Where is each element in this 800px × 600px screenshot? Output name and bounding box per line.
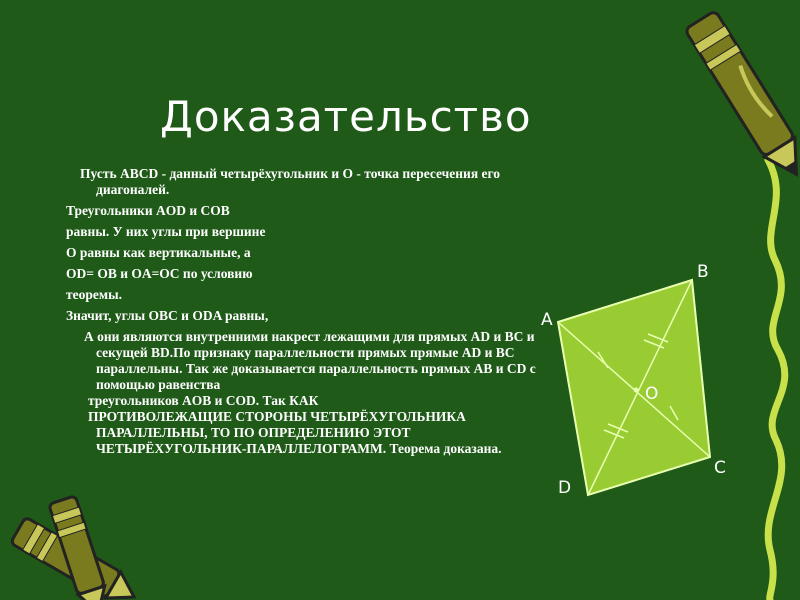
intersection-point [634,388,639,393]
proof-paragraph: ПРОТИВОЛЕЖАЩИЕ СТОРОНЫ ЧЕТЫРЁХУГОЛЬНИКА ПАРАЛЛЕЛЬНЫ, ТО ПО ОПРЕДЕЛЕНИЮ ЭТОТ ЧЕТЫРЁХУГОЛЬНИК-ПАРАЛЛЕЛОГРАММ. Теорема доказана. [88,409,502,456]
proof-paragraph: треугольников AOB и COD. Так КАК [88,393,319,408]
proof-paragraph: OD= OB и OA=OC по условию [66,266,253,281]
vertex-label-d: D [558,478,572,498]
proof-paragraph: Значит, углы OBC и ODA равны, [66,308,269,323]
vertex-label-a: A [541,310,553,330]
proof-paragraph: равны. У них углы при вершине [66,224,266,239]
proof-paragraph: O равны как вертикальные, а [66,245,251,260]
proof-paragraph: Треугольники AOD и COB [66,203,230,218]
proof-paragraph: теоремы. [66,287,122,302]
parallelogram-shape [558,280,710,495]
vertex-label-o: O [645,384,659,404]
slide-title: Доказательство [160,92,532,141]
squiggle-decoration [768,160,785,600]
crayon-icon [685,10,800,183]
proof-paragraph: Пусть ABCD - данный четырёхугольник и O - точка пересечения его диагоналей. [80,166,501,197]
parallelogram-figure [558,280,710,495]
vertex-label-b: B [697,262,709,282]
proof-text [66,166,556,457]
proof-paragraph: А они являются внутренними накрест лежащими для прямых AD и BC и секущей BD.По признаку параллельности прямых прямые AD и BC параллельны. Так же доказывается параллельность прямых AB и CD с помощью равенства [84,329,536,392]
vertex-label-c: C [714,458,726,478]
